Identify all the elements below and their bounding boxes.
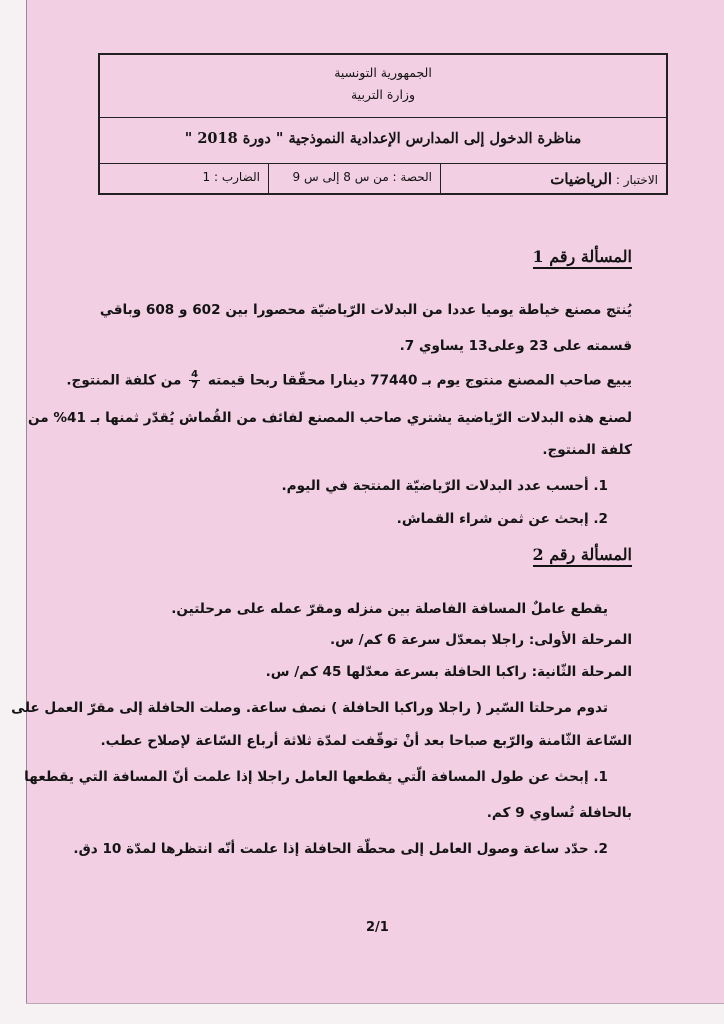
problem-1-title: المسألة رقم 1 — [533, 247, 632, 269]
session-text: الحصة : من س 8 إلى س 9 — [292, 170, 432, 184]
fraction-denominator: 7 — [191, 380, 199, 391]
page-number: 2/1 — [366, 920, 389, 935]
problem-2-question-2: 2. حدّد ساعة وصول العامل إلى محطّة الحافلة إذا علمت أنّه انتظرها لمدّة 10 دق. — [73, 841, 608, 857]
problem-1-question-2: 2. إبحث عن ثمن شراء القماش. — [396, 511, 608, 527]
subject-label: الاختبار : — [615, 173, 658, 187]
coefficient-text: الضارب : 1 — [202, 170, 260, 184]
problem-2-question-1-line-2: بالحافلة تُساوي 9 كم. — [486, 805, 632, 821]
problem-1-paragraph-2-end: من كلفة المنتوج. — [66, 372, 182, 389]
problem-1-paragraph-1-line-1: يُنتج مصنع خياطة يوميا عددا من البدلات الرّياضيّة محصورا بين 602 و 608 وباقي — [99, 302, 632, 318]
problem-1-paragraph-2 — [66, 370, 632, 391]
problem-2-line-2: المرحلة الأولى: راجلا بمعدّل سرعة 6 كم/ س. — [330, 632, 632, 648]
page-left-edge — [0, 0, 27, 1024]
problem-2-line-4: تدوم مرحلتا السّير ( راجلا وراكبا الحافلة ) نصف ساعة. وصلت الحافلة إلى مقرّ العمل على — [11, 700, 608, 716]
problem-1-paragraph-1-line-2: قسمته على 23 وعلى13 يساوي 7. — [399, 338, 632, 354]
problem-2-title: المسألة رقم 2 — [533, 545, 632, 567]
problem-1-paragraph-3-line-2: كلفة المنتوج. — [542, 442, 632, 458]
republic-name: الجمهورية التونسية — [334, 65, 432, 80]
problem-2-line-5: السّاعة الثّامنة والرّبع صباحا بعد أنْ توقّفت لمدّة ثلاثة أرباع السّاعة لإصلاح عطب. — [100, 733, 632, 749]
contest-title: مناظرة الدخول إلى المدارس الإعدادية النموذجية " دورة 2018 " — [184, 130, 582, 147]
subject-value: الرياضيات — [550, 170, 613, 188]
problem-2-line-1: يقطع عاملٌ المسافة الفاصلة بين منزله ومقرّ عمله على مرحلتين. — [171, 601, 608, 617]
problem-2-line-3: المرحلة الثّانية: راكبا الحافلة بسرعة معدّلها 45 كم/ س. — [265, 664, 632, 680]
problem-1-paragraph-3-line-1: لصنع هذه البدلات الرّياضية يشتري صاحب المصنع لفائف من القُماش يُقدّر ثمنها بـ 41% من — [28, 410, 632, 426]
fraction-four-sevenths — [189, 370, 200, 391]
ministry-name: وزارة التربية — [350, 87, 415, 102]
problem-1-paragraph-2-start: يبيع صاحب المصنع منتوج يوم بـ 77440 دينارا محقّقا ربحا قيمته — [207, 372, 632, 389]
problem-2-question-1-line-1: 1. إبحث عن طول المسافة الّتي يقطعها العامل راجلا إذا علمت أنّ المسافة التي يقطعها — [24, 769, 608, 785]
problem-1-question-1: 1. أحسب عدد البدلات الرّياضيّة المنتجة في اليوم. — [281, 478, 608, 494]
exam-content — [11, 0, 678, 1024]
fraction-numerator: 4 — [191, 369, 199, 380]
